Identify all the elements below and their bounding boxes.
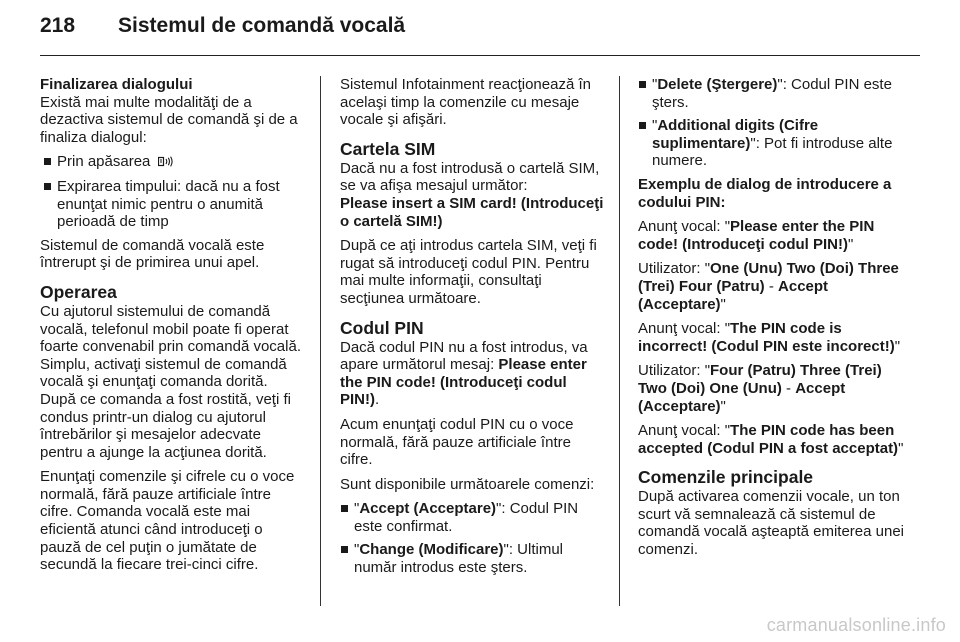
paragraph-operarea-2: Enunţaţi comenzile şi cifrele cu o voce normală, fără pauze artificiale între cifre. Comanda vocală este mai eficientă atunci când introduceţi o pauză de cel puţin o jumătate de secundă la fiecare trei-cinci cifre. xyxy=(40,468,295,574)
column-3 xyxy=(638,76,908,566)
paragraph-interrupt: Sistemul de comandă vocală este întrerupt şi de primirea unui apel. xyxy=(40,236,265,272)
list-item-accept: "Accept (Acceptare)": Codul PIN este confirmat. xyxy=(340,500,606,535)
paragraph-main-commands: După activarea comenzii vocale, un ton scurt vă semnalează că sistemul de comandă vocală aşteaptă emiterea unei comenzi. xyxy=(638,488,905,559)
page-number: 218 xyxy=(40,14,76,37)
list-item-change: "Change (Modificare)": Ultimul număr introdus este şters. xyxy=(340,541,606,576)
command-delete-desc: : Codul PIN este şters. xyxy=(652,76,892,111)
paragraph-sim: Dacă nu a fost introdusă o cartelă SIM, se va afişa mesajul următor: xyxy=(340,159,600,195)
dialog-line-2: Utilizator: "One (Unu) Two (Doi) Three (Trei) Four (Patru) - Accept (Acceptare)" xyxy=(638,260,899,313)
dialog-text: One (Unu) Two (Doi) Three (Trei) Four (Patru) xyxy=(638,260,899,295)
column-divider-1 xyxy=(320,76,321,606)
header-rule xyxy=(40,55,920,56)
list-item-timeout: Expirarea timpului: dacă nu a fost enunţat nimic pentru o anumită perioadă de timp xyxy=(43,178,306,231)
dialog-command: Accept (Acceptare) xyxy=(638,277,829,313)
voice-command-icon xyxy=(158,154,173,172)
dialog-sep: - xyxy=(781,379,796,397)
list-item-additional: "Additional digits (Cifre suplimentare)": Pot fi introduse alte numere. xyxy=(638,117,908,170)
section-heading-example: Exemplu de dialog de introducere a codului PIN: xyxy=(638,175,892,211)
page-title: Sistemul de comandă vocală xyxy=(118,14,406,37)
paragraph-pin-2: Acum enunţaţi codul PIN cu o voce normală, fără pauze artificiale între cifre. xyxy=(340,415,574,469)
paragraph-available: Sunt disponibile următoarele comenzi: xyxy=(340,475,595,493)
dialog-label: Utilizator: xyxy=(638,260,705,278)
command-additional: Additional digits (Cifre suplimentare) xyxy=(652,117,819,152)
dialog-label: Anunţ vocal: xyxy=(638,320,725,338)
paragraph-intro: Sistemul Infotainment reacţionează în acelaşi timp la comenzile cu mesaje vocale şi afişări. xyxy=(340,76,591,129)
watermark: carmanualsonline.info xyxy=(766,615,946,635)
dialog-line-1: Anunţ vocal: "Please enter the PIN code! (Introduceţi codul PIN!)" xyxy=(638,218,875,253)
column-divider-2 xyxy=(619,76,620,606)
column-1 xyxy=(40,76,306,581)
command-change: Change (Modificare) xyxy=(359,541,504,559)
list-item-text: Prin apăsarea xyxy=(57,153,151,171)
column-2 xyxy=(340,76,606,583)
paragraph-operarea-1: Cu ajutorul sistemului de comandă vocală, telefonul mobil poate fi operat foarte convenabil prin comandă vocală. Simplu, activaţi sistemul de comandă vocală şi enunţaţi comanda dorită. După ce comanda a fost rostită, veţi fi condus printr-un dialog cu ajutorul întrebărilor şi mesajelor adecvate pentru a ajunge la acţiunea dorită. xyxy=(40,302,301,461)
dialog-line-4: Utilizator: "Four (Patru) Three (Trei) Two (Doi) One (Unu) - Accept (Acceptare)" xyxy=(638,362,882,415)
dialog-text: Four (Patru) Three (Trei) Two (Doi) One (Unu) xyxy=(638,362,882,397)
command-accept-desc: : Codul PIN este confirmat. xyxy=(354,500,579,535)
section-heading-main-commands: Comenzile principale xyxy=(638,467,814,488)
list-item-press xyxy=(43,153,306,172)
dialog-text: Please enter the PIN code! (Introduceţi codul PIN!) xyxy=(638,218,875,253)
sim-message: Please insert a SIM card! (Introduceţi o cartelă SIM!) xyxy=(340,194,604,230)
dialog-label: Utilizator: xyxy=(638,362,705,380)
command-change-desc: : Ultimul număr introdus este şters. xyxy=(354,541,564,577)
page-header xyxy=(40,14,405,38)
dialog-sep: - xyxy=(764,277,779,295)
section-heading-operarea: Operarea xyxy=(40,281,117,302)
list-item-delete: "Delete (Ştergere)": Codul PIN este şters. xyxy=(638,76,908,111)
dialog-label: Anunţ vocal: xyxy=(638,422,725,440)
pin-text: Dacă codul PIN nu a fost introdus, va apare următorul mesaj: xyxy=(340,338,588,374)
paragraph-sim-2: După ce aţi introdus cartela SIM, veţi fi rugat să introduceţi codul PIN. Pentru mai multe informaţii, consultaţi secţiunea următoare. xyxy=(340,237,597,307)
dialog-text: The PIN code has been accepted (Codul PIN a fost acceptat) xyxy=(638,422,899,457)
dialog-label: Anunţ vocal: xyxy=(638,218,725,236)
command-additional-desc: : Pot fi introduse alte numere. xyxy=(652,134,893,170)
pin-period: . xyxy=(375,391,380,409)
dialog-line-5: Anunţ vocal: "The PIN code has been accepted (Codul PIN a fost acceptat)" xyxy=(638,422,904,457)
paragraph-pin xyxy=(340,339,606,409)
pin-message: Please enter the PIN code! (Introduceţi codul PIN!) xyxy=(340,356,587,409)
command-accept: Accept (Acceptare) xyxy=(359,500,497,518)
dialog-text: The PIN code is incorrect! (Codul PIN este incorect!) xyxy=(638,320,895,355)
section-heading-finalizare: Finalizarea dialogului xyxy=(40,76,193,93)
dialog-command: Accept (Acceptare) xyxy=(638,379,846,415)
section-heading-pin: Codul PIN xyxy=(340,317,424,338)
dialog-line-3: Anunţ vocal: "The PIN code is incorrect! (Codul PIN este incorect!)" xyxy=(638,320,901,355)
section-heading-sim: Cartela SIM xyxy=(340,138,436,159)
paragraph-finalizare: Există mai multe modalităţi de a dezactiva sistemul de comandă şi de a finaliza dialogul: xyxy=(40,93,298,146)
command-delete: Delete (Ştergere) xyxy=(657,76,778,93)
